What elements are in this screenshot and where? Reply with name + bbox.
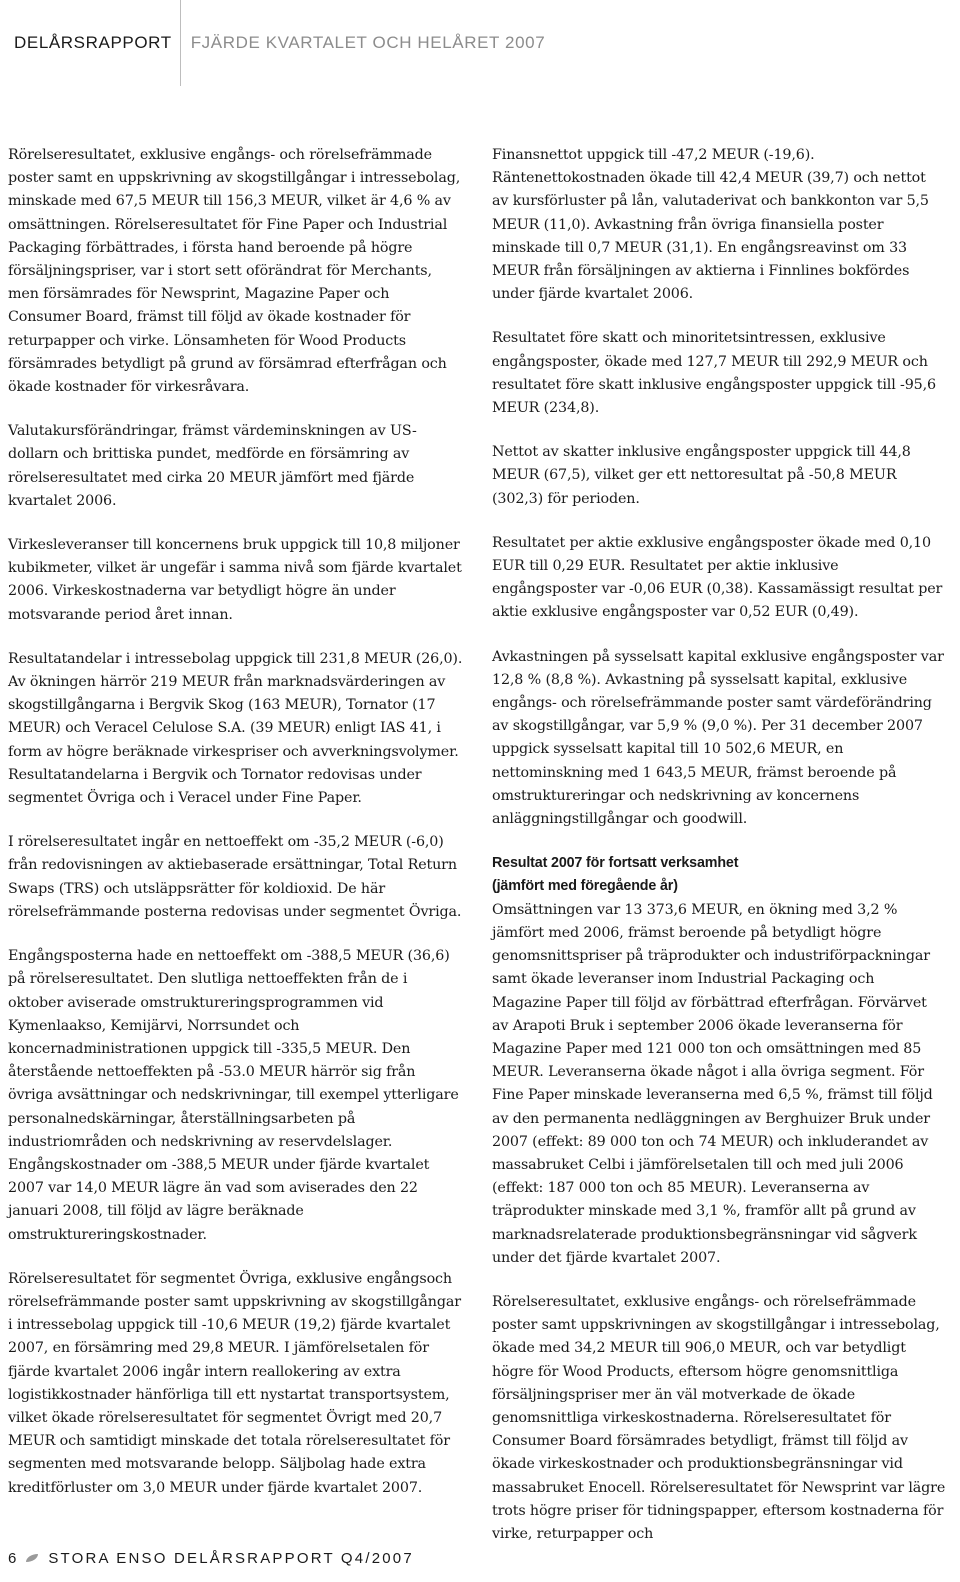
page-footer — [8, 1546, 414, 1570]
left-column — [8, 144, 464, 1521]
paragraph: Virkesleveranser till koncernens bruk uppgick till 10,8 miljoner kubikmeter, vilket är ungefär i samma nivå som fjärde kvartalet 2006. Virkeskostnaderna var betydligt högre än under motsvarande period året innan. — [8, 537, 462, 623]
right-column — [492, 144, 946, 1567]
footer-text: STORA ENSO DELÅRSRAPPORT Q4/2007 — [48, 1549, 414, 1567]
header-section-label: DELÅRSRAPPORT — [14, 33, 172, 52]
page-header — [0, 0, 960, 86]
paragraph: Omsättningen var 13 373,6 MEUR, en ökning med 3,2 % jämfört med 2006, främst beroende på betydligt högre genomsnittspriser på träprodukter och industriförpackningar samt ökade leveranser inom Industrial Packaging och Magazine Paper till följd av förbättrad efterfrågan. Förvärvet av Arapoti Bruk i september 2006 ökade leveranserna för Magazine Paper med 121 000 ton och omsättningen med 85 MEUR. Leveranserna ökade något i alla övriga segment. För Fine Paper minskade leveranserna med 6,5 %, främst till följd av den permanenta nedläggningen av Berghuizer Bruk under 2007 (effekt: 89 000 ton och 74 MEUR) och inkluderandet av massabruket Celbi i jämförelsetalen till och med juli 2006 (effekt: 187 000 ton och 85 MEUR). Leveranserna av träprodukter minskade med 3,1 %, framför allt på grund av marknadsrelaterade produktionsbegränsningar vid sågverk under det fjärde kvartalet 2007. — [492, 901, 933, 1266]
paragraph: Finansnettot uppgick till -47,2 MEUR (-19,6). Räntenettokostnaden ökade till 42,4 MEUR (39,7) och nettot av kursförluster på lån, valutaderivat och bankkonton var 5,5 MEUR (11,0). Avkastning från övriga finansiella poster minskade till 0,7 MEUR (31,1). En engångsreavinst om 33 MEUR från försäljningen av aktierna i Finnlines bokfördes under fjärde kvartalet 2006. — [492, 147, 929, 303]
paragraph: Rörelseresultatet, exklusive engångs- och rörelsefrämmade poster samt en uppskrivning av skogstillgångar i intressebolag, minskade med 67,5 MEUR till 156,3 MEUR, vilket är 4,6 % av omsättningen. Rörelseresultatet för Fine Paper och Industrial Packaging förbättrades, i första hand beroende på högre försäljningspriser, var i stort sett oförändrat för Merchants, men försämrades för Newsprint, Magazine Paper och Consumer Board, främst till följd av ökade kostnader för returpapper och virke. Lönsamheten för Wood Products försämrades betydligt på grund av försämrad efterfrågan och ökade kostnader för virkesråvara. — [8, 147, 461, 396]
paragraph: Valutakursförändringar, främst värdeminskningen av US-dollarn och brittiska pundet, medförde en försämring av rörelseresultatet med cirka 20 MEUR jämfört med fjärde kvartalet 2006. — [8, 423, 417, 509]
leaf-icon — [26, 1554, 38, 1562]
paragraph: Resultatet före skatt och minoritetsintressen, exklusive engångsposter, ökade med 127,7 MEUR till 292,9 MEUR och resultatet före skatt inklusive engångsposter uppgick till -95,6 MEUR (234,8). — [492, 330, 936, 417]
section-subheading: (jämfört med föregående år) — [492, 878, 678, 895]
paragraph: Avkastningen på sysselsatt kapital exklusive engångsposter var 12,8 % (8,8 %). Avkastning på sysselsatt kapital, exklusive engångs- och rörelsefrämmande poster samt värdeförändring av skogstillgångar, var 5,9 % (9,0 %). Per 31 december 2007 uppgick sysselsatt kapital till 10 502,6 MEUR, en nettominskning med 1 643,5 MEUR, främst beroende på omstruktureringar och nedskrivning av koncernens anläggningstillgångar och goodwill. — [492, 648, 944, 828]
paragraph: Rörelseresultatet, exklusive engångs- och rörelsefrämmade poster samt uppskrivningen av skogstillgångar i intressebolag, ökade med 34,2 MEUR till 906,0 MEUR, och var betydligt högre för Wood Products, eftersom högre genomsnittliga försäljningspriser mer än väl motverkade de ökade genomsnittliga virkeskostnaderna. Rörelseresultatet för Consumer Board försämrades betydligt, främst till följd av ökade virkeskostnader och produktionsbegränsningar vid massabruket Enocell. Rörelseresultatet för Newsprint var lägre trots högre priser för tidningspapper, eftersom kostnaderna för virke, returpapper och — [492, 1293, 946, 1542]
section-heading: Resultat 2007 för fortsatt verksamhet — [492, 855, 739, 872]
paragraph: Rörelseresultatet för segmentet Övriga, exklusive engångsoch rörelsefrämmande poster samt uppskrivning av skogstillgångar i intressebolag uppgick till -10,6 MEUR (19,2) fjärde kvartalet 2007, en försämring med 29,8 MEUR. I jämförelsetalen för fjärde kvartalet 2006 ingår intern reallokering av extra logistikkostnader hänförliga till ett nystartat transportsystem, vilket ökade rörelseresultatet för segmentet Övrigt med 20,7 MEUR och samtidigt minskade det totala rörelseresultatet för segmenten med motsvarande belopp. Säljbolag hade extra kreditförluster om 3,0 MEUR under fjärde kvartalet 2007. — [8, 1270, 461, 1496]
paragraph: Nettot av skatter inklusive engångsposter uppgick till 44,8 MEUR (67,5), vilket ger ett nettoresultat på -50,8 MEUR (302,3) för perioden. — [492, 444, 911, 507]
paragraph: Resultatandelar i intressebolag uppgick till 231,8 MEUR (26,0). Av ökningen härrör 219 MEUR från marknadsvärderingen av skogstillgångarna i Bergvik Skog (163 MEUR), Tornator (17 MEUR) och Veracel Celulose S.A. (39 MEUR) enligt IAS 41, i form av högre beräknade virkespriser och avverkningsvolymer. Resultatandelarna i Bergvik och Tornator redovisas under segmentet Övriga och i Veracel under Fine Paper. — [8, 650, 463, 807]
header-subtitle: FJÄRDE KVARTALET OCH HELÅRET 2007 — [190, 33, 546, 52]
paragraph: Engångsposterna hade en nettoeffekt om -388,5 MEUR (36,6) på rörelseresultatet. Den slutliga nettoeffekten från de i oktober aviserade omstruktureringsprogrammen vid Kymenlaakso, Kemijärvi, Norrsundet och koncernadministrationen uppgick till -335,5 MEUR. Den återstående nettoeffekten på -53.0 MEUR härrör sig från övriga avsättningar och nedskrivningar, till exempel ytterligare personalnedskärningar, återställningsarbeten på industriområden och nedskrivning av reservdelslager. Engångskostnader om -388,5 MEUR under fjärde kvartalet 2007 var 14,0 MEUR lägre än vad som aviserades den 22 januari 2008, till följd av lägre beräknade omstruktureringskostnader. — [8, 948, 459, 1243]
paragraph: Resultatet per aktie exklusive engångsposter ökade med 0,10 EUR till 0,29 EUR. Resultatet per aktie inklusive engångsposter var -0,06 EUR (0,38). Kassamässigt resultat per aktie exklusive engångsposter var 0,52 EUR (0,49). — [492, 534, 943, 621]
page-number: 6 — [8, 1549, 17, 1567]
paragraph: I rörelseresultatet ingår en nettoeffekt om -35,2 MEUR (-6,0) från redovisningen av aktiebaserade ersättningar, Total Return Swaps (TRS) och utsläppsrätter för koldioxid. De här rörelsefrämmande posterna redovisas under segmentet Övriga. — [8, 834, 462, 920]
